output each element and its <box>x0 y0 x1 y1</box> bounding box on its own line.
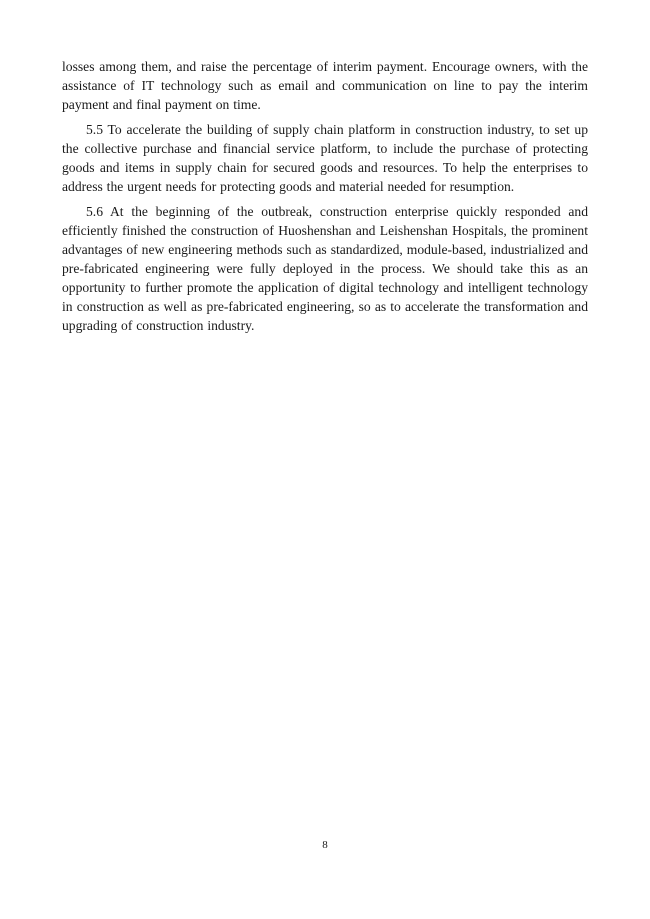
page-number: 8 <box>322 839 328 851</box>
paragraph-5-6: 5.6 At the beginning of the outbreak, construction enterprise quickly responded and efficiently finished the construction of Huoshenshan and Leishenshan Hospitals, the prominent advantages of new engineering methods such as standardized, module-based, industrialized and pre-fabricated engineering were fully deployed in the process. We should take this as an opportunity to further promote the application of digital technology and intelligent technology in construction as well as pre-fabricated engineering, so as to accelerate the transformation and upgrading of construction industry. <box>62 204 588 333</box>
paragraph-continuation: losses among them, and raise the percentage of interim payment. Encourage owners, with the assistance of IT technology such as email and communication on line to pay the interim payment and final payment on time. <box>62 59 588 112</box>
paragraph-5-5: 5.5 To accelerate the building of supply chain platform in construction industry, to set up the collective purchase and financial service platform, to include the purchase of protecting goods and items in supply chain for secured goods and resources. To help the enterprises to address the urgent needs for protecting goods and material needed for resumption. <box>62 122 588 194</box>
text-block <box>62 57 588 341</box>
